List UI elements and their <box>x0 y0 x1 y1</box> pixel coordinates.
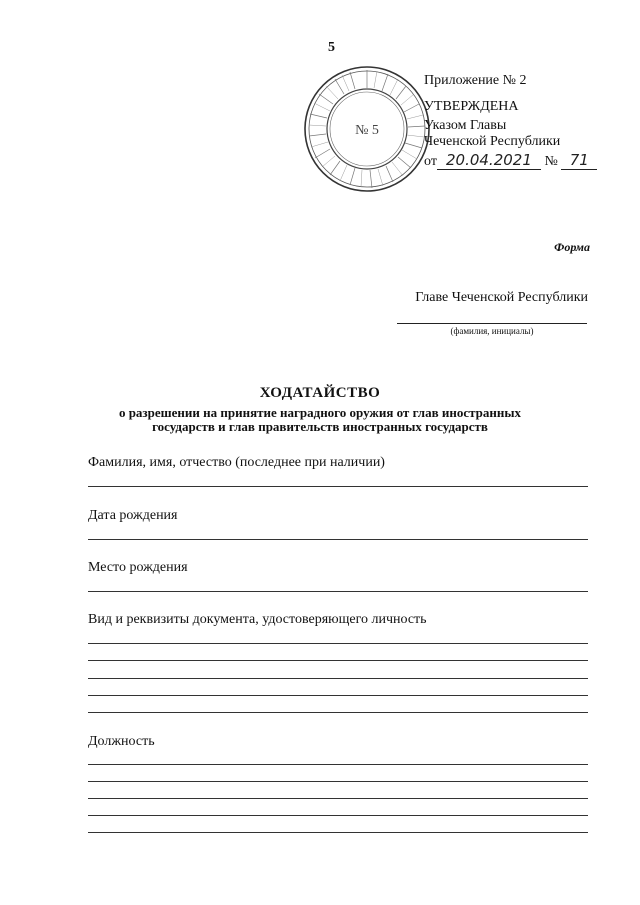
full-name-line[interactable] <box>88 486 588 487</box>
addressee-name-line <box>397 323 587 324</box>
id-document-line[interactable] <box>88 695 588 696</box>
id-document-line[interactable] <box>88 678 588 679</box>
addressee-hint: (фамилия, инициалы) <box>450 326 534 336</box>
position-label: Должность <box>88 734 155 749</box>
seal-center-text: № 5 <box>355 123 379 138</box>
addressee-title: Главе Чеченской Республики <box>415 290 588 305</box>
subtitle-line-1: о разрешении на принятие наградного оружия от глав иностранных <box>118 405 522 420</box>
decree-label: Указом Главы <box>424 118 507 133</box>
birth-date-label: Дата рождения <box>88 508 178 523</box>
id-document-line[interactable] <box>88 660 588 661</box>
subtitle-line-2: государств и глав правительств иностранных государств <box>152 419 488 434</box>
approved-label: УТВЕРЖДЕНА <box>424 99 519 114</box>
position-line[interactable] <box>88 832 588 833</box>
position-line[interactable] <box>88 781 588 782</box>
decree-number: 71 <box>561 152 597 170</box>
birth-place-label: Место рождения <box>88 560 188 575</box>
page-number: 5 <box>328 40 335 55</box>
number-prefix: № <box>544 154 558 169</box>
republic-label: Чеченской Республики <box>424 134 561 149</box>
position-line[interactable] <box>88 798 588 799</box>
birth-date-line[interactable] <box>88 539 588 540</box>
position-line[interactable] <box>88 815 588 816</box>
decree-date: 20.04.2021 <box>437 152 541 170</box>
document-subtitle <box>60 406 580 434</box>
appendix-number: Приложение № 2 <box>424 73 527 88</box>
position-line[interactable] <box>88 764 588 765</box>
decree-date-line <box>424 152 597 170</box>
birth-place-line[interactable] <box>88 591 588 592</box>
official-seal <box>302 64 432 194</box>
date-prefix: от <box>424 154 437 169</box>
document-title: ХОДАТАЙСТВО <box>259 385 381 401</box>
form-label: Форма <box>554 240 590 254</box>
id-document-line[interactable] <box>88 643 588 644</box>
id-document-line[interactable] <box>88 712 588 713</box>
id-document-label: Вид и реквизиты документа, удостоверяющего личность <box>88 612 427 627</box>
full-name-label: Фамилия, имя, отчество (последнее при наличии) <box>88 455 385 470</box>
